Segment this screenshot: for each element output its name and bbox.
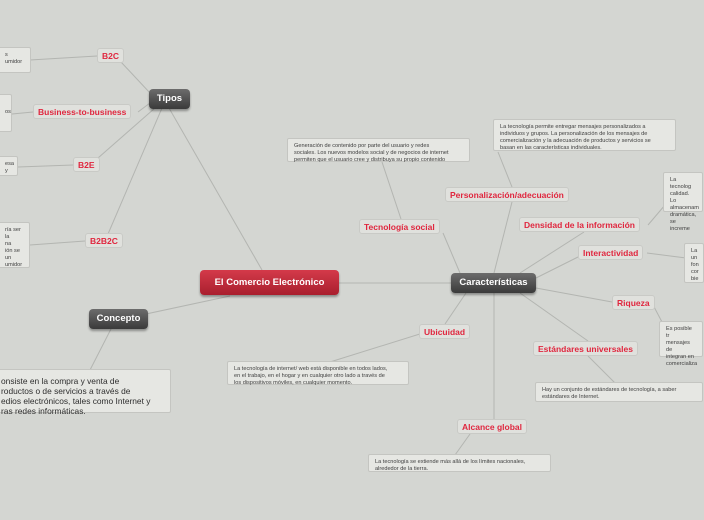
link-personal-note — [498, 152, 512, 187]
note-line: en el trabajo, en el hogar y en cualquier otro lado a través de — [234, 373, 385, 379]
link-car-interact — [536, 257, 578, 278]
link-b2b-note — [12, 112, 33, 114]
link-car-personal — [494, 202, 512, 273]
subtopic-riqueza[interactable]: Riqueza — [612, 295, 655, 310]
link-car-estandares — [520, 293, 588, 341]
note-b2e[interactable] — [0, 156, 18, 176]
subtopic-personalizacion[interactable]: Personalización/adecuación — [445, 187, 569, 202]
link-car-densidad — [520, 232, 584, 273]
note-line: cor — [691, 269, 699, 275]
note-line: integran en — [666, 354, 694, 360]
central-topic[interactable]: El Comercio Electrónico — [200, 270, 339, 295]
note-line: Generación de contenido por parte del usuario y redes — [294, 143, 430, 149]
note-interactividad[interactable] — [684, 243, 704, 283]
note-line: edios electrónicos, tales como Internet y — [1, 396, 151, 406]
subtopic-tecnologia-social[interactable]: Tecnología social — [359, 219, 440, 234]
note-line: un — [5, 255, 12, 261]
note-line: La tecnología se extiende más allá de los límites nacionales, — [375, 459, 526, 465]
note-line: calidad. Lo — [670, 191, 690, 204]
note-line: los dispositivos móviles, en cualquier momento. — [234, 380, 353, 386]
subtopic-alcance-global[interactable]: Alcance global — [457, 419, 527, 434]
note-line: roductos o de servicios a través de — [1, 386, 131, 396]
link-car-ubicuidad — [445, 293, 466, 324]
note-ubicuidad[interactable] — [227, 361, 409, 385]
note-line: bie — [691, 276, 699, 282]
link-estandares-note — [588, 356, 615, 383]
note-line: fon — [691, 262, 699, 268]
note-line: esa y — [5, 161, 15, 174]
link-concepto-note — [90, 327, 112, 370]
note-business-to-business[interactable]: os — [0, 94, 12, 132]
note-line: individuos y grupos. La personalización de los mensajes de — [500, 131, 648, 137]
note-line: se increme — [670, 219, 690, 232]
link-tipos-b2b2c — [108, 108, 162, 234]
link-car-tecsocial — [443, 233, 460, 273]
topic-tipos[interactable]: Tipos — [149, 89, 190, 109]
note-line: na — [5, 241, 12, 247]
note-line: sociales. Los nuevos modelos social y de negocios de internet — [294, 150, 449, 156]
link-tecsocial-note — [382, 162, 401, 219]
note-line: umidor — [5, 262, 23, 268]
note-b2c[interactable] — [0, 47, 31, 73]
link-tipos-b2c — [121, 62, 150, 93]
note-line: mensajes de — [666, 340, 690, 353]
note-line: s — [5, 52, 8, 58]
note-line: comercializa — [666, 361, 698, 367]
note-line: ión se — [5, 248, 20, 254]
note-line: La tecnolog — [670, 177, 692, 190]
note-estandares-universales[interactable] — [535, 382, 703, 402]
note-line: Hay un conjunto de estándares de tecnología, a saber — [542, 387, 677, 393]
link-b2e-note — [18, 165, 73, 167]
subtopic-business-to-business[interactable]: Business-to-business — [33, 104, 131, 119]
note-tecnologia-social[interactable] — [287, 138, 470, 162]
note-densidad-informacion[interactable] — [663, 172, 703, 232]
link-ubicuidad-note — [330, 333, 423, 362]
link-car-riqueza — [536, 288, 612, 302]
note-line: Es posible tr — [666, 326, 692, 339]
note-line: La tecnología de internet/ web está disponible en todos lados, — [234, 366, 388, 372]
link-interact-note — [647, 253, 686, 258]
note-line: ras redes informáticas. — [1, 406, 86, 416]
note-concepto[interactable] — [0, 369, 171, 416]
note-line: dramática, — [670, 212, 697, 218]
note-b2b2c[interactable] — [0, 222, 30, 268]
note-line: La tecnología permite entregar mensajes personalizados a — [500, 124, 646, 130]
subtopic-b2c[interactable]: B2C — [97, 48, 124, 63]
link-b2c-note — [30, 56, 97, 60]
subtopic-estandares-universales[interactable]: Estándares universales — [533, 341, 638, 356]
note-line: permiten que el usuario cree y distribuya su propio contenido — [294, 157, 446, 163]
note-line: comercialización y la adecuación de productos y servicios se — [500, 138, 651, 144]
note-line: alrededor de la tierra. — [375, 466, 429, 472]
subtopic-ubicuidad[interactable]: Ubicuidad — [419, 324, 470, 339]
note-line: umidor — [5, 59, 23, 65]
note-line: onsiste en la compra y venta de — [1, 376, 120, 386]
note-alcance-global[interactable] — [368, 454, 551, 472]
note-line: basan en las características individuales. — [500, 145, 602, 151]
note-line: ría ser la — [5, 227, 21, 240]
link-central-tipos — [169, 108, 262, 270]
topic-caracteristicas[interactable]: Características — [451, 273, 536, 293]
subtopic-densidad-informacion[interactable]: Densidad de la información — [519, 217, 640, 232]
note-line: almacenam — [670, 205, 699, 211]
subtopic-interactividad[interactable]: Interactividad — [578, 245, 643, 260]
link-b2b2c-note — [30, 241, 85, 245]
link-alcance-note — [455, 434, 470, 455]
note-personalizacion[interactable] — [493, 119, 676, 151]
note-line: estándares de Internet. — [542, 394, 600, 400]
note-riqueza[interactable] — [659, 321, 703, 367]
subtopic-b2e[interactable]: B2E — [73, 157, 100, 172]
subtopic-b2b2c[interactable]: B2B2C — [85, 233, 123, 248]
note-line: La — [691, 248, 698, 254]
note-line: un — [691, 255, 698, 261]
topic-concepto[interactable]: Concepto — [89, 309, 148, 329]
